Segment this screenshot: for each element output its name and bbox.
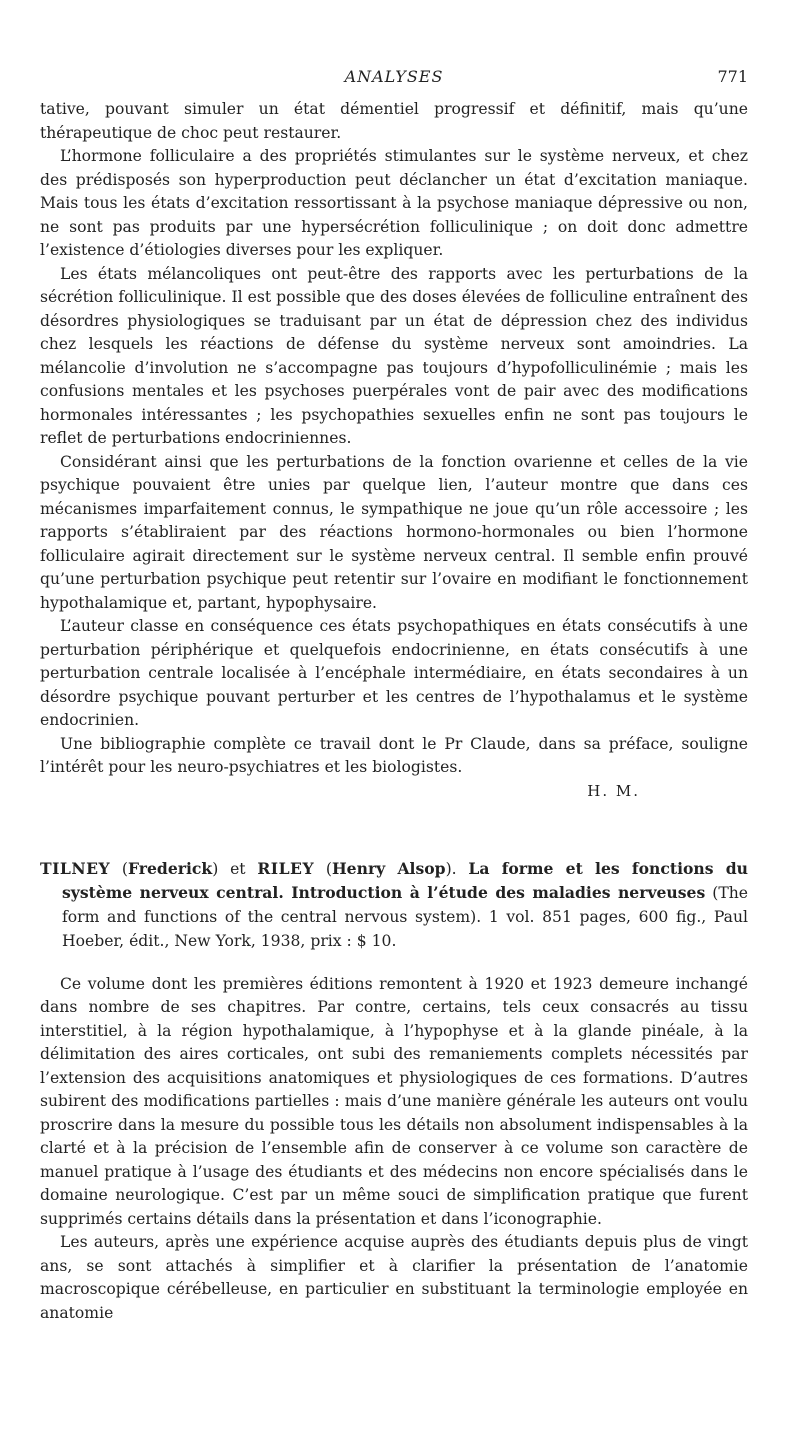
book-title-en: The form and functions of the central nervous system: [62, 883, 748, 926]
book-details: 1 vol. 851 pages, 600 fig., Paul Hoeber, édit., New York, 1938, prix : $ 10.: [62, 907, 748, 950]
paragraph: Les états mélancoliques ont peut-être des rapports avec les perturbations de la sécrétion folliculinique. Il est possible que des doses élevées de folliculine entraînent des désordres physiologiques se traduisant par un état de dépression chez des individus chez lesquels les réactions de défense du système nerveux sont amoindries. La mélancolie d’involution ne s’accompagne pas toujours d’hypofolliculinémie ; mais les confusions mentales et les psychoses puerpérales vont de pair avec des modifications hormonales intéressantes ; les psychopathies sexuelles enfin ne sont pas toujours le reflet de perturbations endocriniennes.: [40, 264, 748, 447]
reviewer-signature: H. M.: [587, 781, 640, 800]
author-1-first-name: Frederick: [128, 858, 213, 878]
running-head: [40, 66, 748, 88]
author-2-first-name: Henry Alsop: [331, 858, 446, 878]
running-head-title: ANALYSES: [344, 67, 444, 86]
author-2-surname: RILEY: [257, 858, 315, 878]
page-number: 771: [717, 67, 748, 86]
paragraph: Une bibliographie complète ce travail dont le Pr Claude, dans sa préface, souligne l’intérêt pour les neuro-psychiatres et les biologistes.: [40, 734, 748, 776]
paragraph: L’hormone folliculaire a des propriétés stimulantes sur le système nerveux, et chez des prédisposés son hyperproduction peut déclancher un état d’excitation maniaque. Mais tous les états d’excitation ressortissant à la psychose maniaque dépressive ou non, ne sont pas produits par une hypersécrétion folliculinique ; on doit donc admettre l’existence d’étiologies diverses pour les expliquer.: [40, 147, 748, 259]
review-2-heading: TILNEY (Frederick) et RILEY (Henry Alsop). La forme et les fonctions du système nerveux central. Introduction à l’étude des maladies nerveuses (The form and functions of the central nervous system). 1 vol. 851 pages, 600 fig., Paul Hoeber, édit., New York, 1938, prix : $ 10.: [40, 858, 748, 950]
review-2-body: [40, 973, 748, 1326]
review-1-body: [40, 98, 748, 780]
book-title-fr: La forme et les fonctions du système nerveux central. Introduction à l’étude des maladies nerveuses: [62, 858, 748, 902]
paragraph: Ce volume dont les premières éditions remontent à 1920 et 1923 demeure inchangé dans nombre de ses chapitres. Par contre, certains, tels ceux consacrés au tissu interstitiel, à la région hypothalamique, à l’hypophyse et à la glande pinéale, à la délimitation des aires corticales, ont subi des remaniements complets nécessités par l’extension des acquisitions anatomiques et physiologiques de ces formations. D’autres subirent des modifications partielles : mais d’une manière générale les auteurs ont voulu proscrire dans la mesure du possible tous les détails non absolument indispensables à la clarté et à la précision de l’ensemble afin de conserver à ce volume son caractère de manuel pratique à l’usage des étudiants et des médecins non encore spécialisés dans le domaine neurologique. C’est par un même souci de simplification pratique que furent supprimés certains détails dans la présentation et dans l’iconographie.: [40, 974, 748, 1228]
paragraph: tative, pouvant simuler un état démentiel progressif et définitif, mais qu’une thérapeutique de choc peut restaurer.: [40, 100, 748, 142]
author-conjunction: et: [230, 859, 246, 878]
author-1-surname: TILNEY: [40, 858, 111, 878]
paragraph: L’auteur classe en conséquence ces états psychopathiques en états consécutifs à une perturbation périphérique et quelquefois endocrinienne, en états consécutifs à une perturbation centrale localisée à l’encéphale intermédiaire, en états secondaires à un désordre psychique pouvant perturber et les centres de l’hypothalamus et le système endocrinien.: [40, 617, 748, 729]
paragraph: Considérant ainsi que les perturbations de la fonction ovarienne et celles de la vie psychique pouvaient être unies par quelque lien, l’auteur montre que dans ces mécanismes imparfaitement connus, le sympathique ne joue qu’un rôle accessoire ; les rapports s’établiraient par des réactions hormono-hormonales ou bien l’hormone folliculaire agirait directement sur le système nerveux central. Il semble enfin prouvé qu’une perturbation psychique peut retentir sur l’ovaire en modifiant le fonctionnement hypothalamique et, partant, hypophysaire.: [40, 452, 748, 612]
paragraph: Les auteurs, après une expérience acquise auprès des étudiants depuis plus de vingt ans, se sont attachés à simplifier et à clarifier la présentation de l’anatomie macroscopique cérébelleuse, en particulier en substituant la terminologie employée en anatomie: [40, 1233, 748, 1322]
